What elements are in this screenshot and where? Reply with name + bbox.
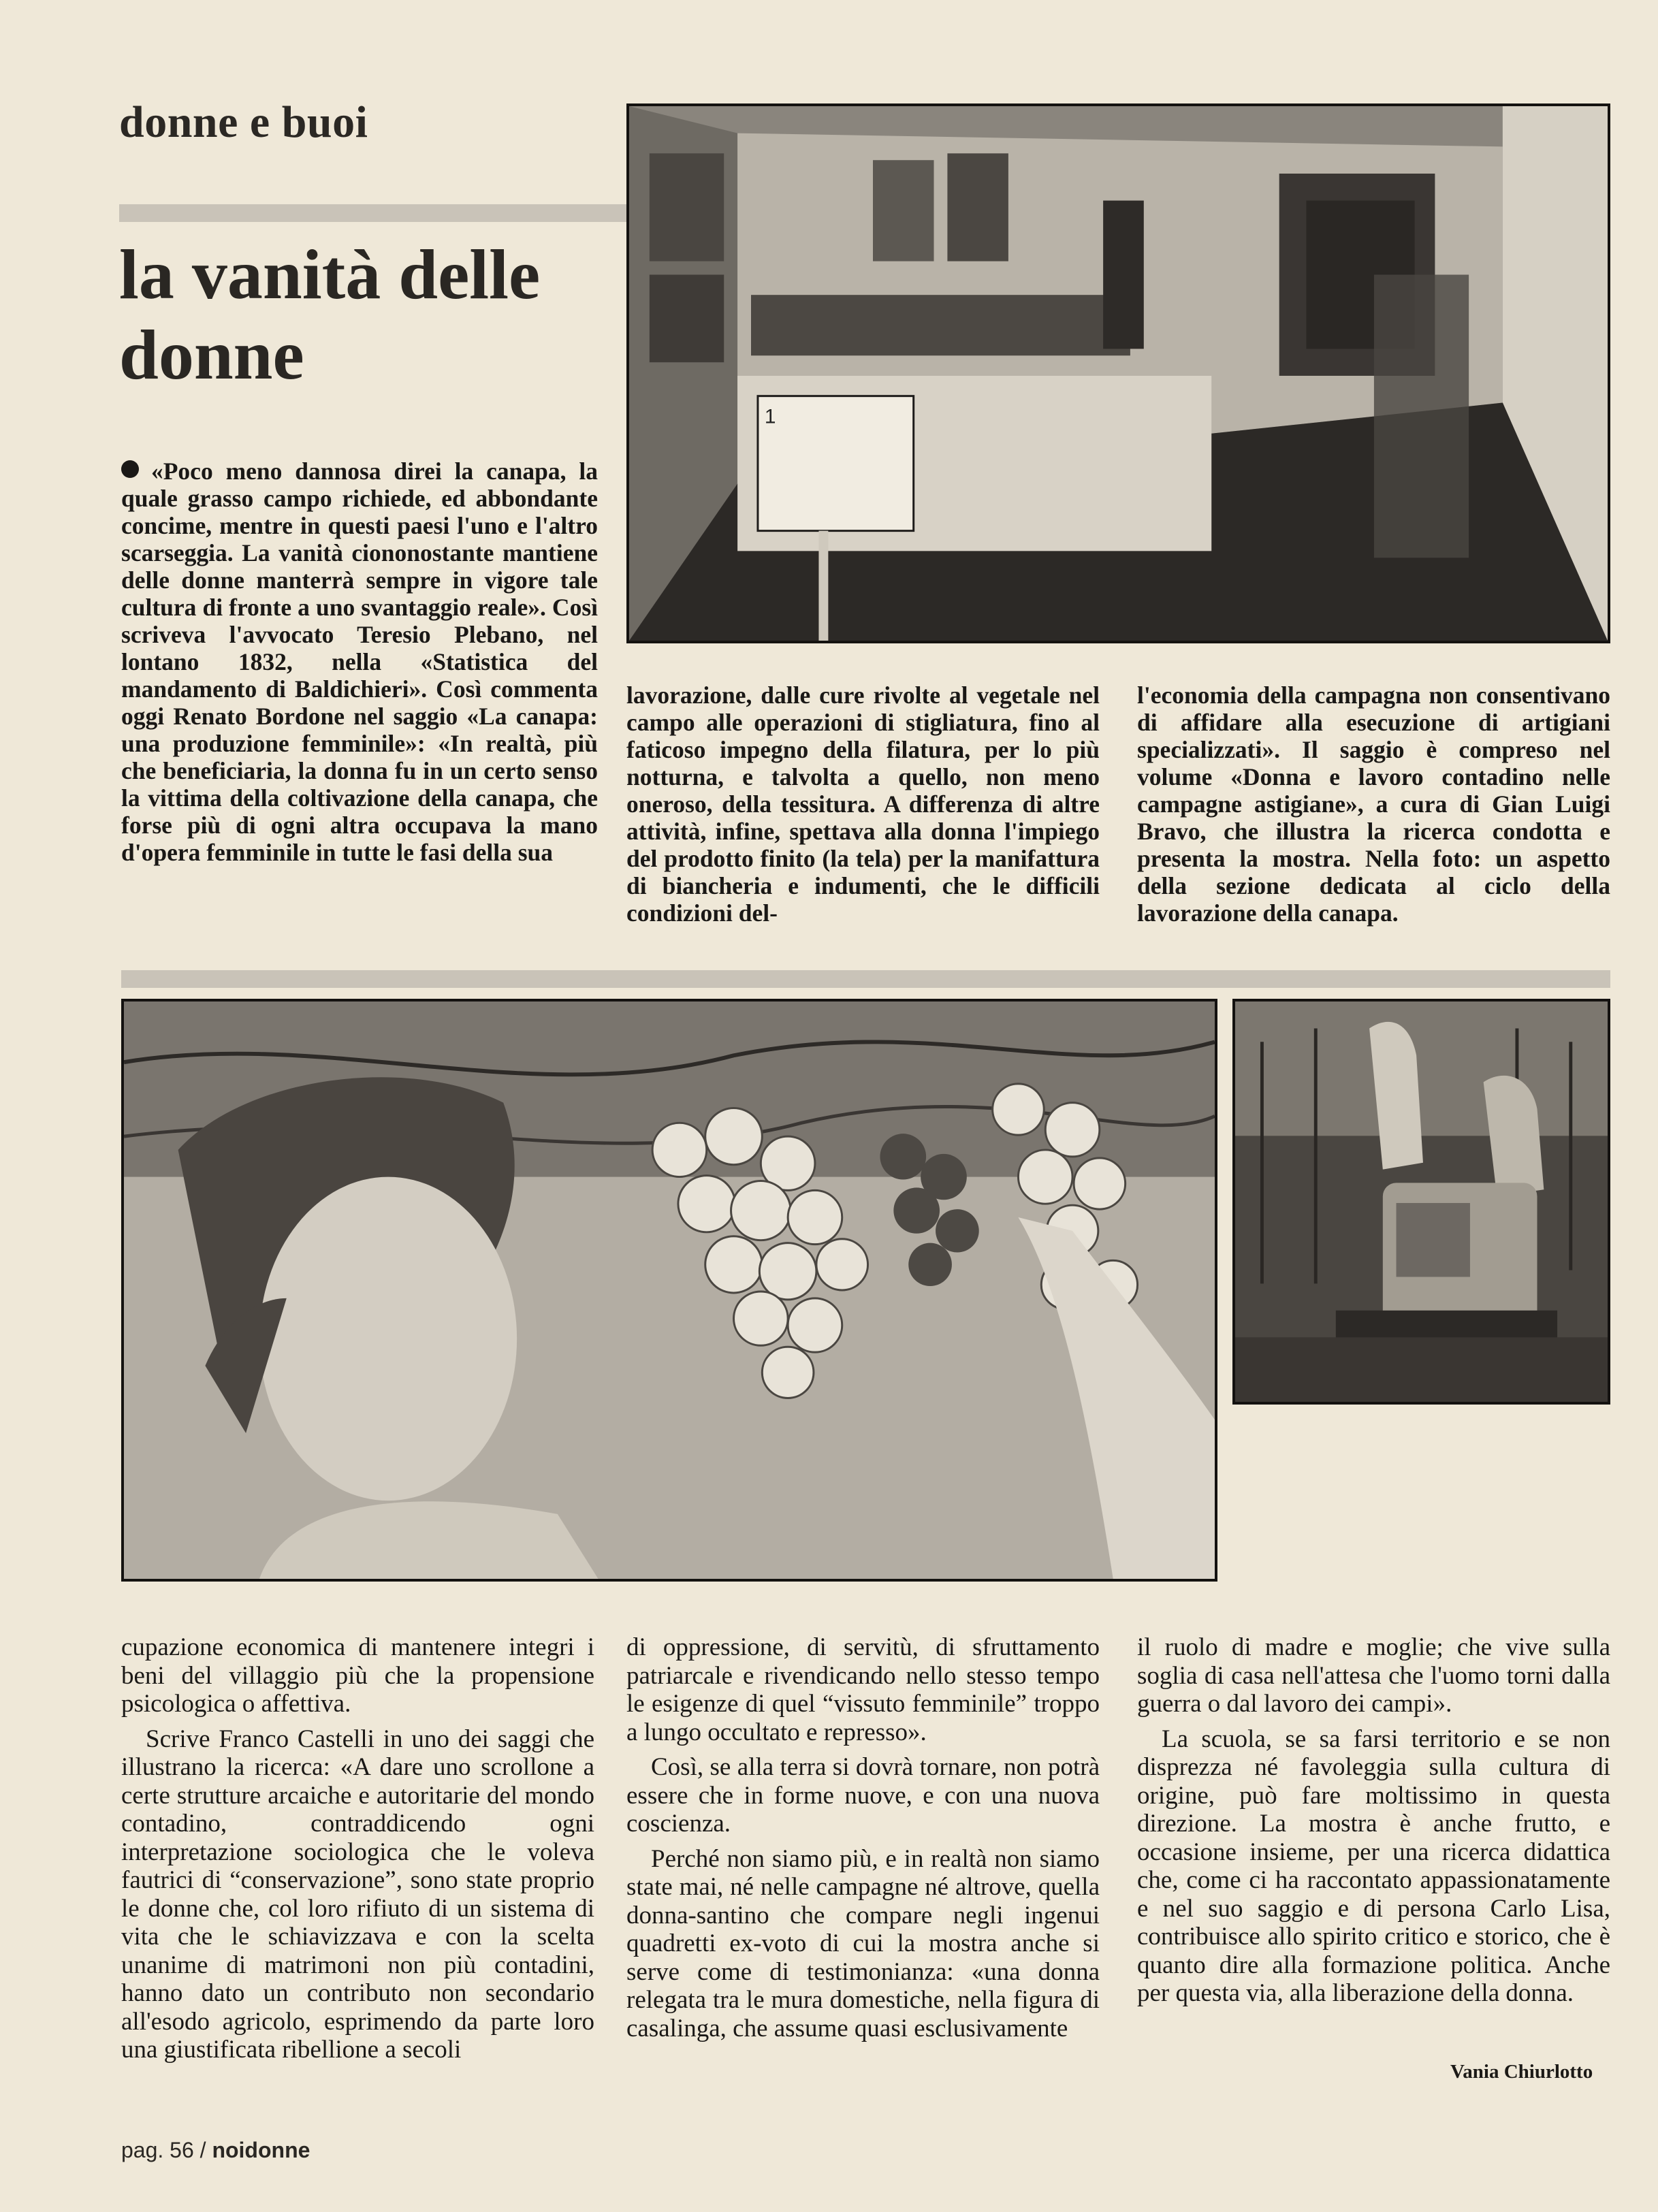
- page-number: pag. 56: [121, 2138, 194, 2162]
- author-signature: Vania Chiurlotto: [1450, 2061, 1593, 2083]
- exhibition-hall-illustration: [629, 106, 1608, 641]
- tractor-vineyard-illustration: [1235, 1001, 1608, 1402]
- photo-woman-harvesting-grapes: [121, 999, 1217, 1582]
- intro-text-2: lavorazione, dalle cure rivolte al vegetale nel campo alle operazioni di stigliatura, fino al faticoso impegno della filatura, per lo più notturna, e talvolta a quello, non meno oneroso, della tessitura. A differenza di altre attività, infine, spettava alla donna l'impiego del prodotto finito (la tela) per la manifattura di biancheria e indumenti, che le difficili condizioni del-: [626, 682, 1100, 927]
- photo-exhibition-hall: [626, 103, 1610, 643]
- magazine-brand: noidonne: [212, 2138, 310, 2162]
- article-headline: la vanità delle donne: [119, 236, 541, 394]
- intro-text-3: l'economia della campagna non consentivano di affidare alla esecuzione di artigiani specializzati». Il saggio è compreso nel volume «Donna e lavoro contadino nelle campagne astigiane», a cura di Gian Luigi Bravo, che illustra la ricerca condotta e presenta la mostra. Nella foto: un aspetto della sezione dedicata al ciclo della lavorazione della canapa.: [1137, 682, 1610, 927]
- intro-column-2: [626, 682, 1100, 927]
- body-column-1: [121, 1633, 594, 2071]
- body-paragraph: Perché non siamo più, e in realtà non siamo state mai, né nelle campagne né altrove, quella donna-santino che compare negli ingenui quadretti ex-voto di cui la mostra anche si serve come di testimonianza: «una donna relegata tra le mura domestiche, nella figura di casalinga, che assume quasi esclusivamente: [626, 1844, 1100, 2042]
- intro-text-1: «Poco meno dannosa direi la canapa, la quale grasso campo richiede, ed abbondante concime, mentre in questi paesi l'uno e l'altro scarseggia. La vanità ciononostante mantiene delle donne manterrà sempre in vigore tale cultura di fronte a uno svantaggio reale». Così scriveva l'avvocato Teresio Plebano, nel lontano 1832, nella «Statistica del mandamento di Baldichieri». Così commenta oggi Renato Bordone nel saggio «La canapa: una produzione femminile»: «In realtà, più che beneficiaria, la donna fu in un certo senso la vittima della coltivazione della canapa, che forse più di ogni altra occupava la mano d'opera femminile in tutte le fasi della sua: [121, 458, 598, 866]
- divider-bar-top: [119, 204, 626, 222]
- photo-tractor-vineyard: [1232, 999, 1610, 1405]
- page-footer: [121, 2138, 310, 2163]
- body-paragraph: Scrive Franco Castelli in uno dei saggi che illustrano la ricerca: «A dare uno scrollone a certe strutture arcaiche e autoritarie del mondo contadino, contraddicendo ogni interpretazione sociologica che le voleva fautrici di “conservazione”, sono state proprio le donne che, col loro rifiuto di un sistema di vita che le schiavizzava e con la scelta unanime di matrimoni non più contadini, hanno dato un contributo non secondario all'esodo agricolo, esprimendo da parte loro una giustificata ribellione a secoli: [121, 1725, 594, 2064]
- body-paragraph: di oppressione, di servitù, di sfruttamento patriarcale e rivendicando nello stesso tempo le esigenze di quel “vissuto femminile” troppo a lungo occultato e represso».: [626, 1633, 1100, 1746]
- body-column-2: [626, 1633, 1100, 2049]
- divider-bar-middle: [121, 970, 1610, 988]
- section-rubric: donne e buoi: [119, 97, 368, 147]
- woman-grapes-illustration: [124, 1001, 1215, 1579]
- footer-separator: /: [200, 2138, 206, 2162]
- body-paragraph: Così, se alla terra si dovrà tornare, non potrà essere che in forme nuove, e con una nuova coscienza.: [626, 1753, 1100, 1838]
- intro-column-3: [1137, 682, 1610, 927]
- body-paragraph: La scuola, se sa farsi territorio e se non disprezza né favoleggia sulla cultura di origine, può fare moltissimo in questa direzione. La mostra è anche frutto, e occasione insieme, per una ricerca didattica che, come ci ha raccontato appassionatamente e nel suo saggio e di persona Carlo Lisa, contribuisce allo spirito critico e storico, che è quanto dire alla formazione politica. Anche per questa via, alla liberazione della donna.: [1137, 1725, 1610, 2007]
- body-column-3: [1137, 1633, 1610, 2015]
- body-paragraph: cupazione economica di mantenere integri i beni del villaggio più che la propensione psicologica o affettiva.: [121, 1633, 594, 1718]
- intro-column-1: [121, 458, 598, 866]
- body-paragraph: il ruolo di madre e moglie; che vive sulla soglia di casa nell'attesa che l'uomo torni dalla guerra o dal lavoro dei campi».: [1137, 1633, 1610, 1718]
- exhibit-label-number: 1: [764, 405, 776, 428]
- bullet-icon: [121, 460, 139, 478]
